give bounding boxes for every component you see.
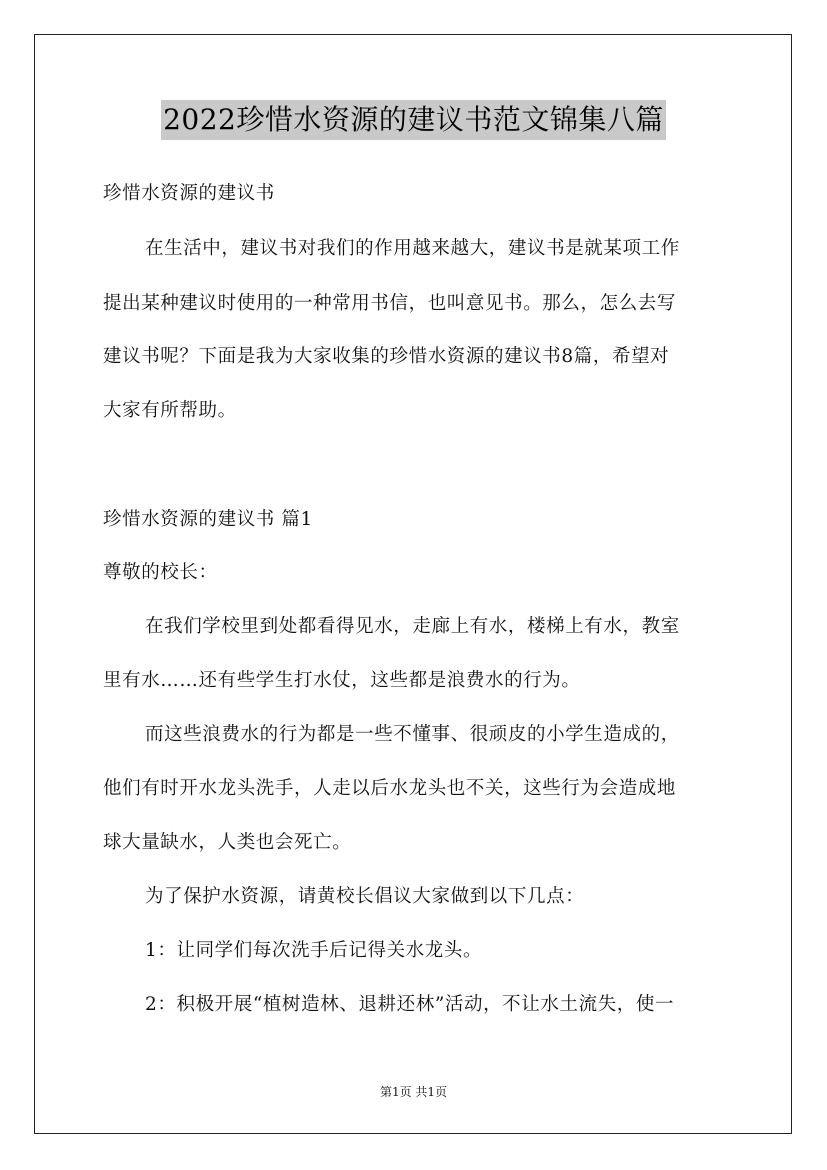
- page-footer: 第1页 共1页: [379, 1085, 448, 1099]
- list-item: 2：积极开展“植树造林、退耕还林”活动，不让水土流失，使一: [145, 994, 675, 1015]
- body-paragraph-line: 而这些浪费水的行为都是一些不懂事、很顽皮的小学生造成的，: [145, 724, 680, 745]
- salutation: 尊敬的校长：: [103, 562, 218, 583]
- body-paragraph-line: 为了保护水资源，请黄校长倡议大家做到以下几点：: [145, 886, 585, 907]
- document-title: 2022珍惜水资源的建议书范文锦集八篇: [161, 100, 666, 140]
- intro-paragraph-line: 提出某种建议时使用的一种常用书信，也叫意见书。那么，怎么去写: [103, 293, 677, 314]
- article-heading: 珍惜水资源的建议书 篇1: [103, 509, 313, 530]
- body-paragraph-line: 里有水……还有些学生打水仗，这些都是浪费水的行为。: [103, 670, 581, 691]
- intro-paragraph-line: 建议书呢？下面是我为大家收集的珍惜水资源的建议书8篇，希望对: [103, 346, 670, 367]
- body-paragraph-line: 在我们学校里到处都看得见水，走廊上有水，楼梯上有水，教室: [145, 616, 680, 637]
- section-heading: 珍惜水资源的建议书: [103, 183, 275, 204]
- list-item: 1：让同学们每次洗手后记得关水龙头。: [145, 940, 483, 961]
- intro-paragraph-line: 在生活中，建议书对我们的作用越来越大，建议书是就某项工作: [145, 238, 680, 259]
- title-container: [0, 100, 827, 140]
- intro-paragraph-line: 大家有所帮助。: [103, 400, 237, 421]
- body-paragraph-line: 球大量缺水，人类也会死亡。: [103, 832, 352, 853]
- body-paragraph-line: 他们有时开水龙头洗手，人走以后水龙头也不关，这些行为会造成地: [103, 778, 677, 799]
